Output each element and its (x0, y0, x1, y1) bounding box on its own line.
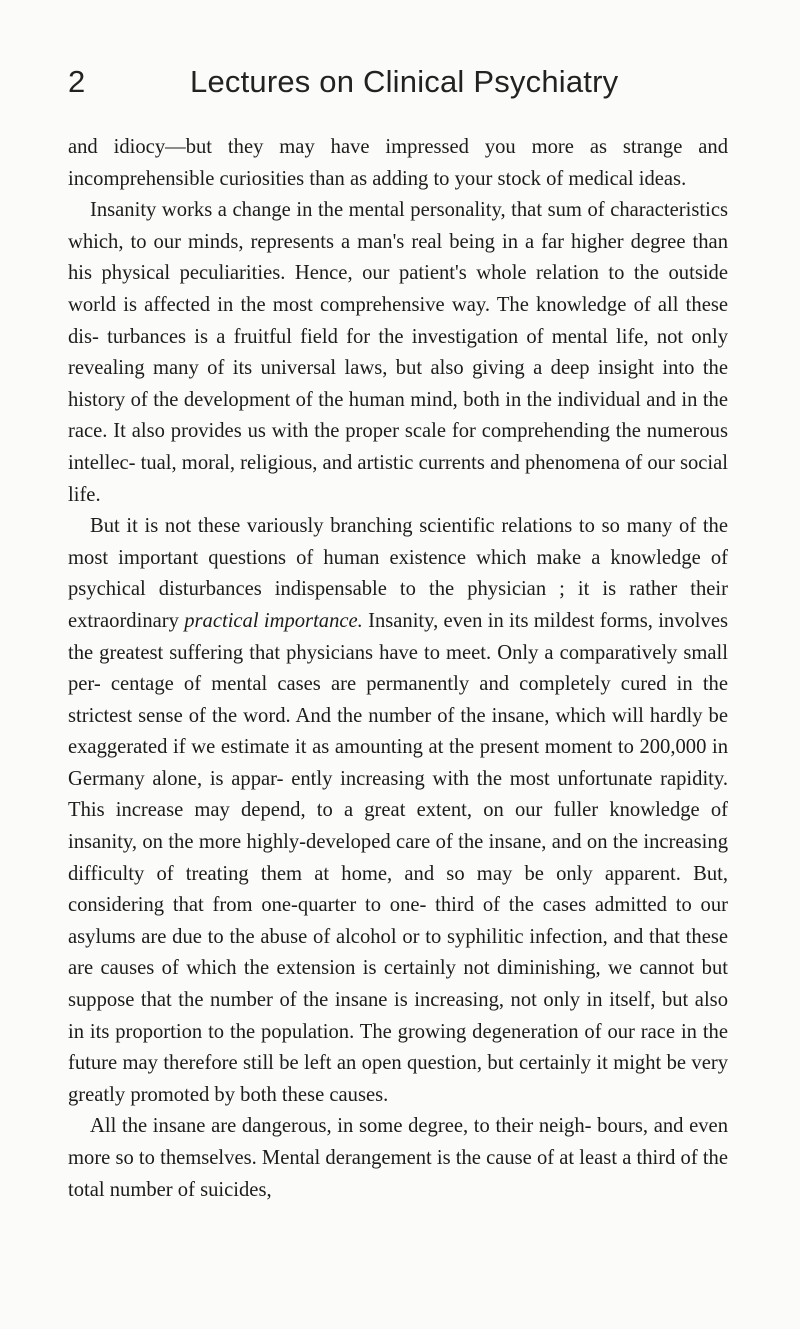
paragraph-3-before: But it is not these variously branching scientific relations to so many of the most important questions of human existence which make a knowledge of psychical disturbances indispensable to the physician ; it is rather their extraordinary (68, 515, 728, 632)
paragraph-4: All the insane are dangerous, in some degree, to their neigh- bours, and even more so to themselves. Mental derangement is the cause of at least a third of the total number of suicides, (68, 1115, 728, 1201)
body-text (68, 132, 728, 1206)
paragraph-1: and idiocy—but they may have impressed you more as strange and incomprehensible curiosities than as adding to your stock of medical ideas. (68, 136, 728, 190)
paragraph-2: Insanity works a change in the mental personality, that sum of characteristics which, to our minds, represents a man's real being in a far higher degree than his physical peculiarities. Hence, our patient's whole relation to the outside world is affected in the most comprehensive way. The knowledge of all these dis- turbances is a fruitful field for the investigation of mental life, not only revealing many of its universal laws, but also giving a deep insight into the history of the development of the human mind, both in the individual and in the race. It also provides us with the proper scale for comprehending the numerous intellec- tual, moral, religious, and artistic currents and phenomena of our social life. (68, 199, 728, 506)
running-head-title: Lectures on Clinical Psychiatry (190, 64, 619, 99)
paragraph-3-after: Insanity, even in its mildest forms, involves the greatest suffering that physicians have to meet. Only a comparatively small per- centage of mental cases are permanently and completely cured in the strictest sense of the word. And the number of the insane, which will hardly be exaggerated if we estimate it as amounting at the present moment to 200,000 in Germany alone, is appar- ently increasing with the most unfortunate rapidity. This increase may depend, to a great extent, on our fuller knowledge of insanity, on the more highly-developed care of the insane, and on the increasing difficulty of treating them at home, and so may be only apparent. But, considering that from one-quarter to one- third of the cases admitted to our asylums are due to the abuse of alcohol or to syphilitic infection, and that these are causes of which the extension is certainly not diminishing, we cannot but suppose that the number of the insane is increasing, not only in itself, but also in its proportion to the population. The growing degeneration of our race in the future may therefore still be left an open question, but certainly it might be very greatly promoted by both these causes. (68, 609, 728, 1106)
page-header (68, 62, 728, 106)
page-number: 2 (68, 64, 86, 99)
paragraph-3-emphasis: practical importance. (184, 609, 363, 632)
paragraph-3 (68, 511, 728, 1111)
